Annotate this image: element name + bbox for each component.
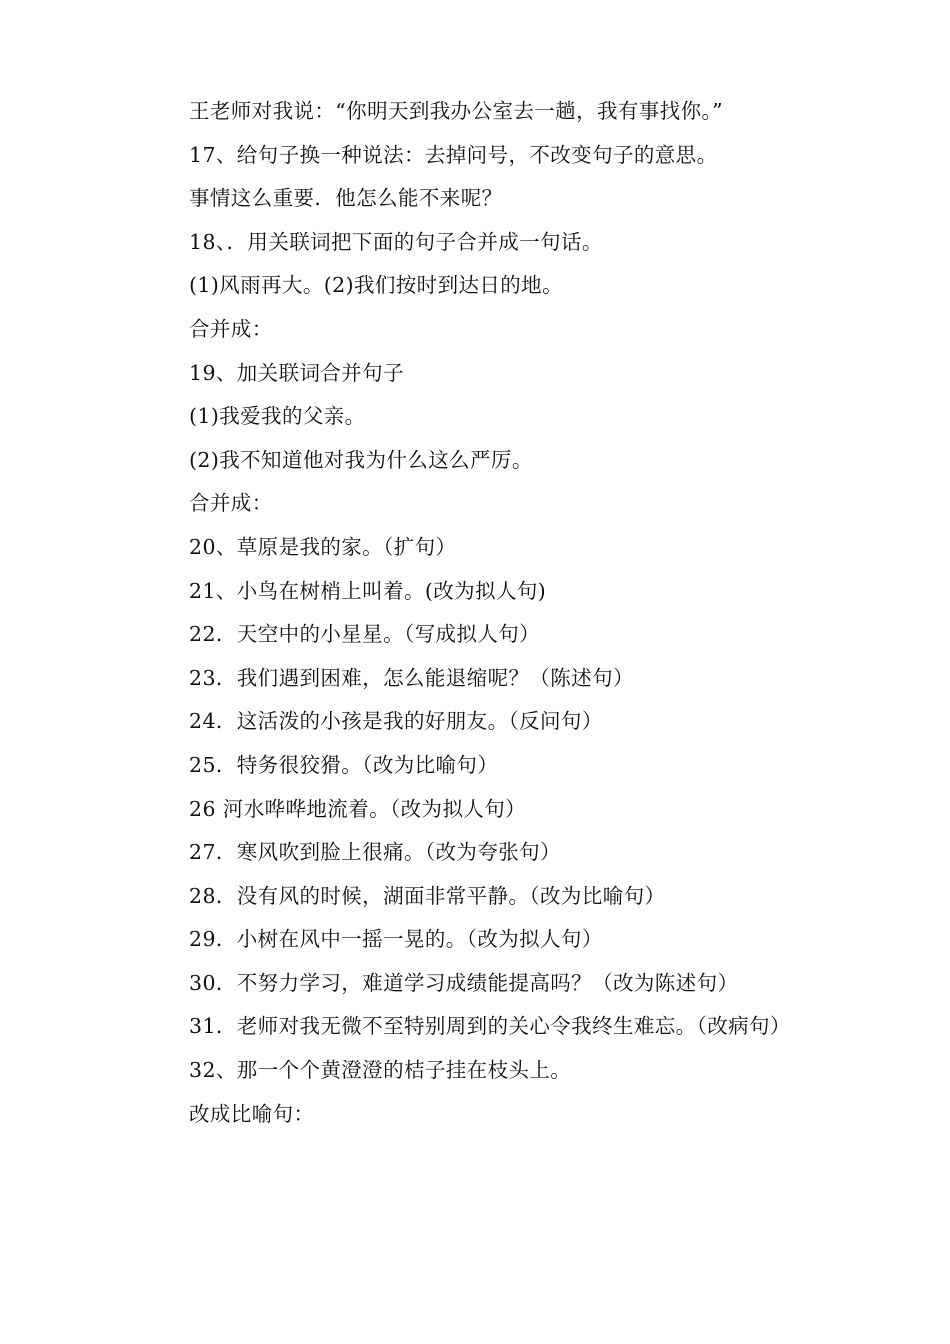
question-23: 23．我们遇到困难，怎么能退缩呢？（陈述句）	[189, 665, 634, 690]
text-line: (1)风雨再大。(2)我们按时到达日的地。	[189, 273, 563, 298]
question-26: 26 河水哗哗地流着。（改为拟人句）	[189, 796, 527, 821]
question-24: 24．这活泼的小孩是我的好朋友。（反问句）	[189, 709, 603, 734]
text-line: 王老师对我说：“你明天到我办公室去一趟，我有事找你。”	[189, 99, 724, 123]
question-32: 32、那一个个黄澄澄的桔子挂在枝头上。	[189, 1058, 572, 1083]
answer-prompt: 改成比喻句：	[189, 1101, 315, 1126]
answer-prompt: 合并成：	[189, 491, 273, 516]
question-31: 31．老师对我无微不至特别周到的关心令我终生难忘。（改病句）	[189, 1014, 791, 1039]
question-18: 18、．用关联词把下面的句子合并成一句话。	[189, 229, 603, 254]
document-body	[145, 90, 805, 1136]
text-line: 事情这么重要．他怎么能不来呢？	[189, 186, 503, 211]
question-19: 19、加关联词合并句子	[189, 360, 404, 385]
question-17: 17、给句子换一种说法：去掉问号，不改变句子的意思。	[189, 142, 718, 167]
text-line: (1)我爱我的父亲。	[189, 404, 366, 429]
question-28: 28．没有风的时候，湖面非常平静。（改为比喻句）	[189, 883, 666, 908]
question-20: 20、草原是我的家。（扩句）	[189, 534, 457, 559]
question-22: 22．天空中的小星星。（写成拟人句）	[189, 622, 541, 647]
question-27: 27．寒风吹到脸上很痛。（改为夸张句）	[189, 840, 561, 865]
question-30: 30．不努力学习，难道学习成绩能提高吗？（改为陈述句）	[189, 970, 739, 995]
question-25: 25．特务很狡猾。（改为比喻句）	[189, 752, 499, 777]
question-21: 21、小鸟在树梢上叫着。(改为拟人句)	[189, 578, 547, 603]
answer-prompt: 合并成：	[189, 316, 273, 341]
question-29: 29．小树在风中一摇一晃的。（改为拟人句）	[189, 927, 603, 952]
text-line: (2)我不知道他对我为什么这么严厉。	[189, 447, 533, 472]
